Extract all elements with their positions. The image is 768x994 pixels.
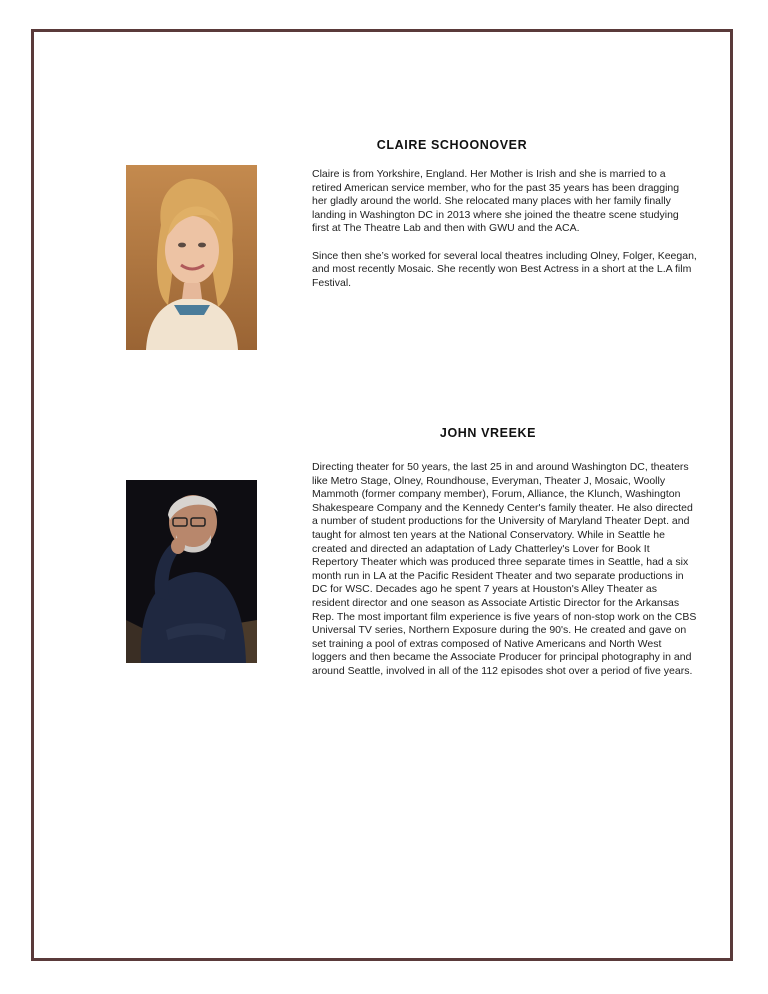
john-photo: [126, 480, 257, 663]
bio-name-john: JOHN VREEKE: [439, 426, 537, 440]
bio-paragraph: Claire is from Yorkshire, England. Her Mother is Irish and she is married to a retired American service member, who for the past 35 years has been dragging her gladly around the world. She relocated many places with her family finally landing in Washington DC in 2013 where she joined the theatre scene studying first at The Theatre Lab and then with GWU and the ACA.: [312, 168, 680, 235]
bio-paragraph: Since then she’s worked for several local theatres including Olney, Folger, Keegan, and most recently Mosaic. She recently won Best Actress in a short at the L.A film Festival.: [312, 249, 697, 289]
claire-photo: [126, 165, 257, 350]
bio-paragraph: Directing theater for 50 years, the last 25 in and around Washington DC, theaters like Metro Stage, Olney, Roundhouse, Everyman, Theater J, Mosaic, Woolly Mammoth (former company member), Forum, Alliance, the Klunch, Washington Shakespeare Company and the Kennedy Center's family theater. He also directed a number of student productions for the University of Maryland Theater Dept. and taught for almost ten years at the National Conservatory. While in Seattle he created and directed an adaptation of Lady Chatterley's Lover for Book It Repertory Theater which was produced three separate times in Seattle, had a six month run in LA at the Pacific Resident Theater and two separate productions in DC for WSC. Decades ago he spent 7 years at Houston's Alley Theater as resident director and one season as Associate Artistic Director for the Arkansas Rep. The most important film experience is five years of non-stop work on the CBS Universal TV series, Northern Exposure during the 90's. He created and gave on set training a pool of extras composed of Native Americans and North West loggers and then became the Associate Producer for principal photography in and around Seattle, involved in all of the 112 episodes shot over a period of five years.: [312, 461, 697, 677]
claire-bio: [312, 168, 697, 304]
john-bio: [312, 461, 697, 692]
bio-name-claire: CLAIRE SCHOONOVER: [376, 138, 528, 152]
